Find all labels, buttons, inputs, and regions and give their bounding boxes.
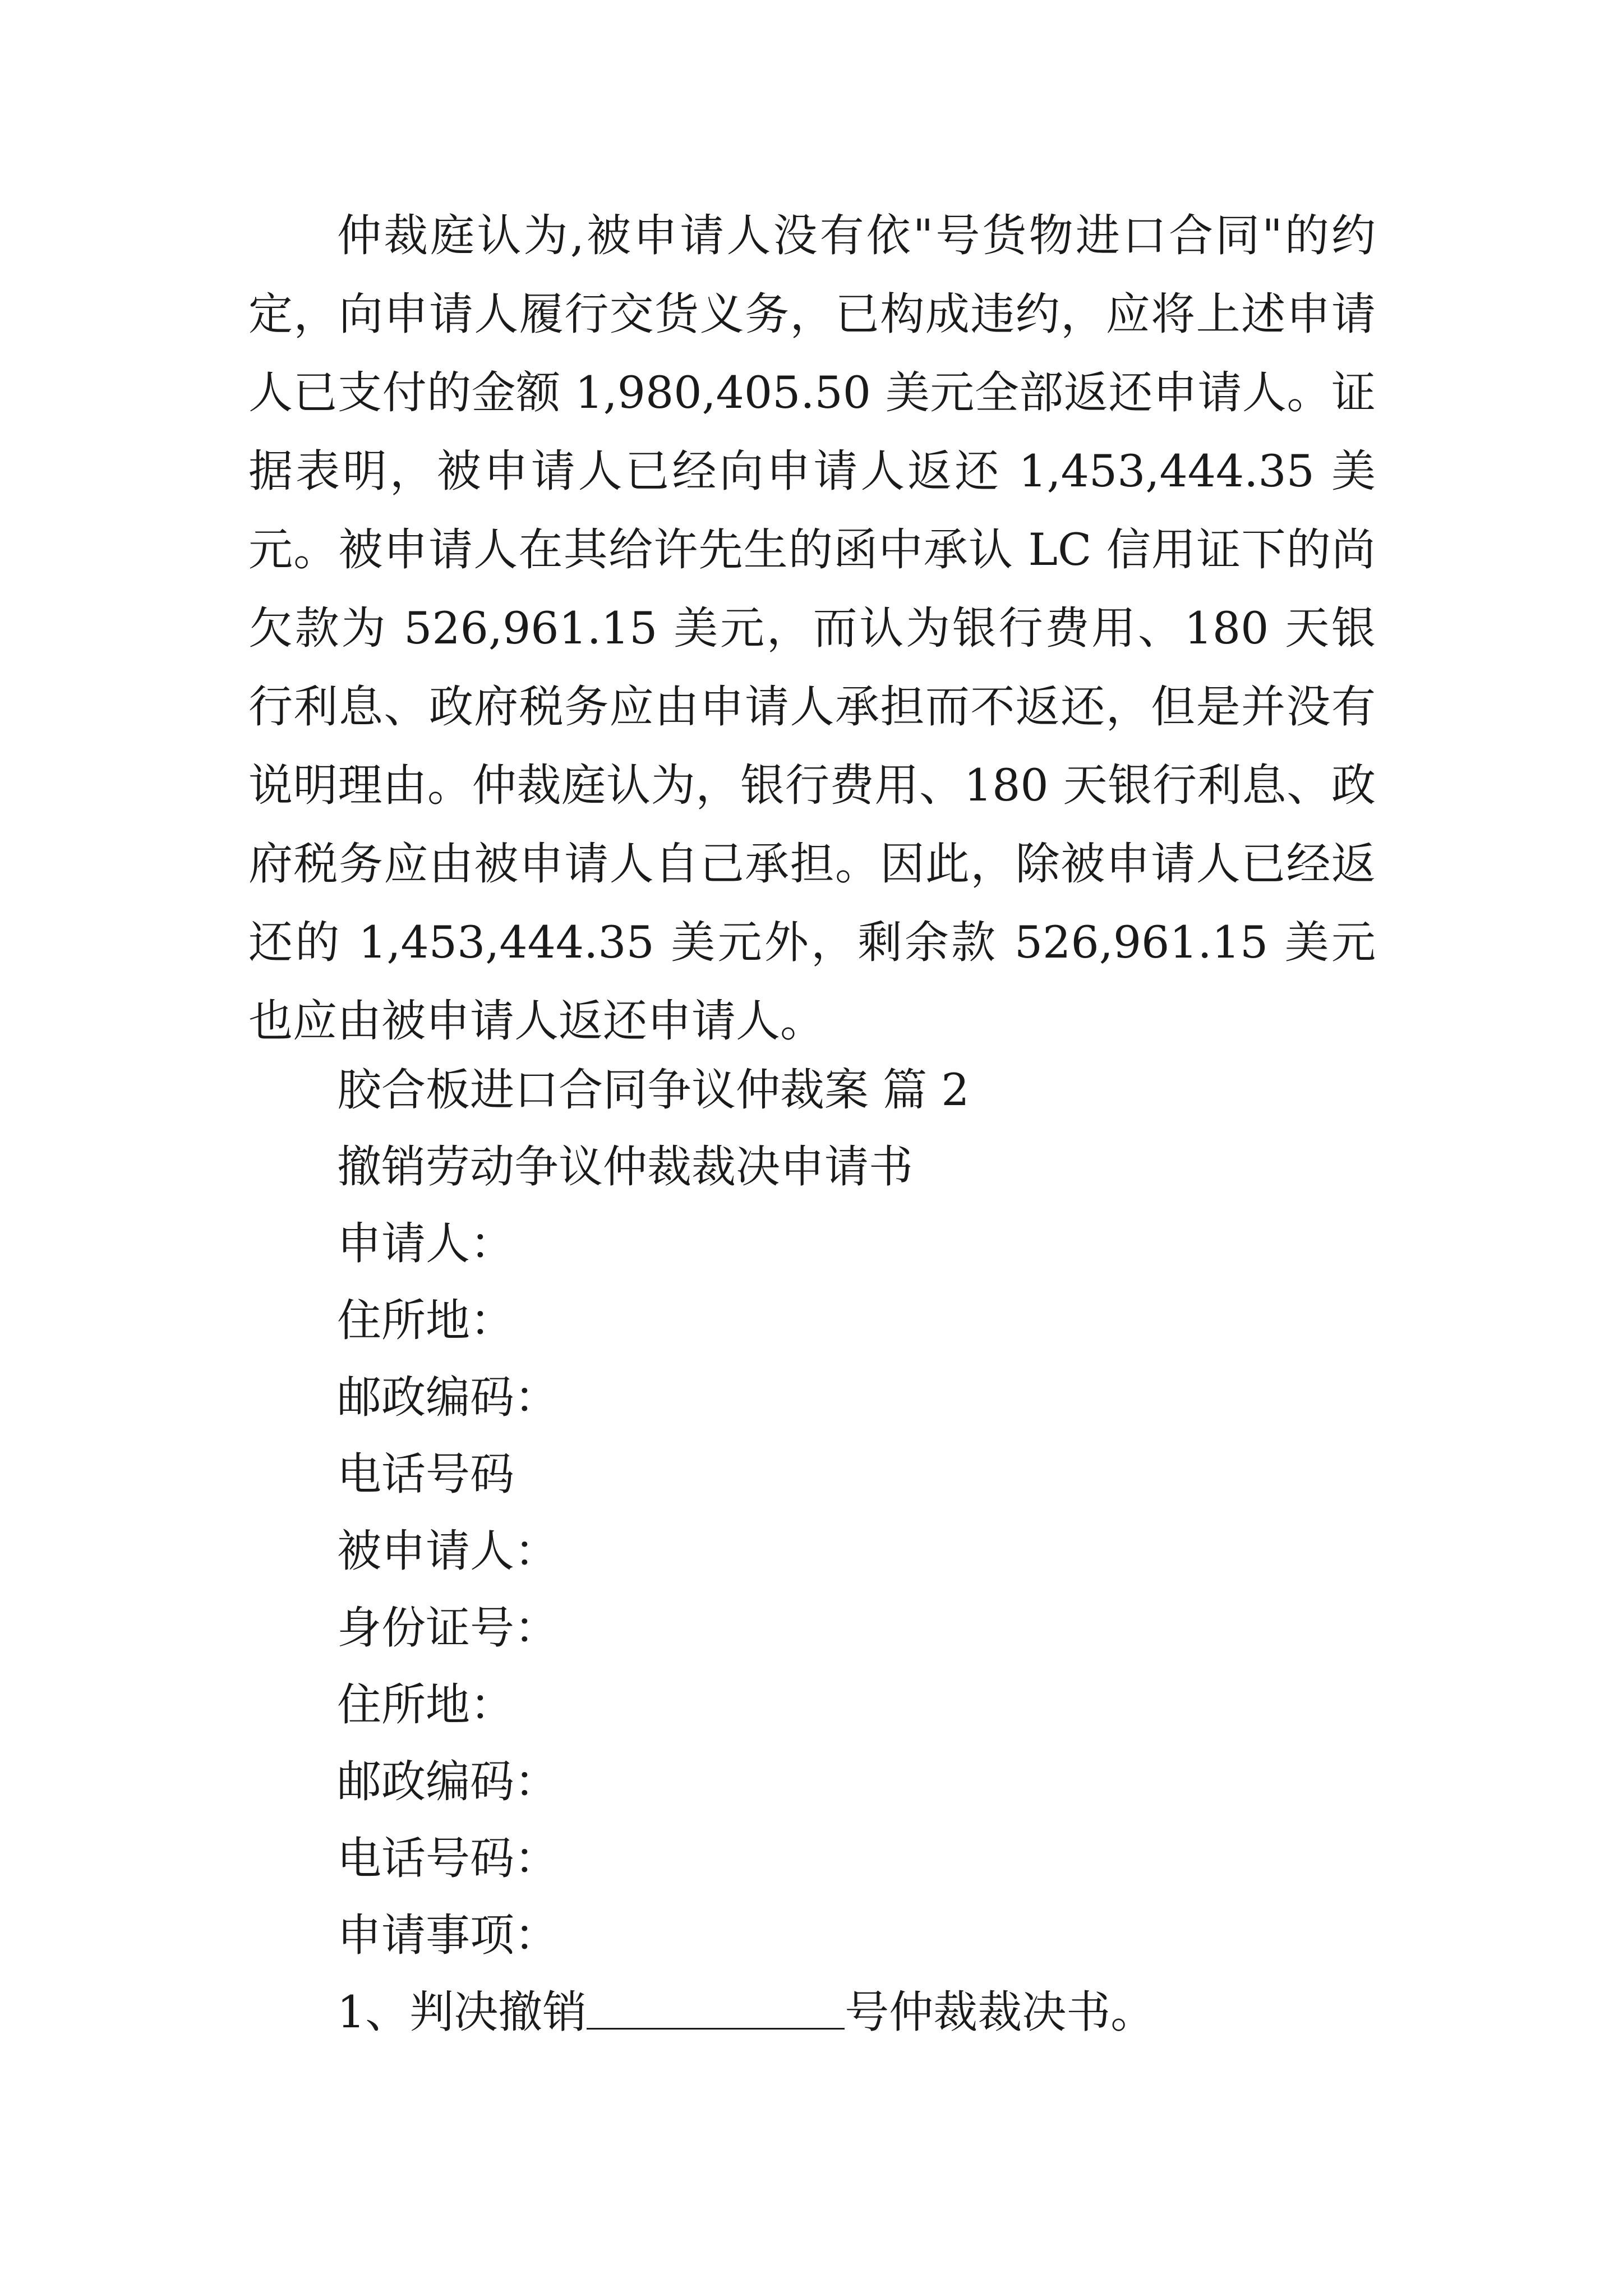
field-respondent-phone: 电话号码：	[337, 1833, 559, 1884]
form-lines	[337, 1052, 1155, 2051]
body-text	[248, 196, 1376, 1060]
field-applicant-phone: 电话号码	[337, 1448, 514, 1500]
request-item-1-suffix: 号仲裁裁决书。	[845, 1986, 1155, 2038]
field-respondent: 被申请人：	[337, 1525, 559, 1577]
field-respondent-postcode: 邮政编码：	[337, 1756, 559, 1807]
section-title: 胶合板进口合同争议仲裁案 篇 2	[337, 1064, 970, 1116]
field-respondent-address: 住所地：	[337, 1679, 514, 1731]
request-item-1	[337, 1974, 1155, 2051]
field-applicant: 申请人：	[337, 1218, 514, 1269]
form-title: 撤销劳动争议仲裁裁决申请书	[337, 1141, 913, 1193]
field-applicant-address: 住所地：	[337, 1295, 514, 1346]
field-request-items: 申请事项：	[337, 1910, 559, 1961]
paragraph-arbitration-finding: 仲裁庭认为,被申请人没有依"号货物进口合同"的约定，向申请人履行交货义务，已构成违约，应将上述申请人已支付的金额 1,980,405.50 美元全部返还申请人。证据表明，被申请人已经向申请人返还 1,453,444.35 美元。被申请人在其给许先生的函中承认 LC 信用证下的尚欠款为 526,961.15 美元，而认为银行费用、180 天银行利息、政府税务应由申请人承担而不返还，但是并没有说明理由。仲裁庭认为，银行费用、180 天银行利息、政府税务应由被申请人自己承担。因此，除被申请人已经返还的 1,453,444.35 美元外，剩余款 526,961.15 美元也应由被申请人返还申请人。	[248, 210, 1376, 1047]
request-item-1-prefix: 1、判决撤销	[337, 1986, 587, 2038]
fill-in-blank	[587, 1994, 845, 2030]
field-respondent-id: 身份证号：	[337, 1602, 559, 1654]
field-applicant-postcode: 邮政编码：	[337, 1372, 559, 1423]
